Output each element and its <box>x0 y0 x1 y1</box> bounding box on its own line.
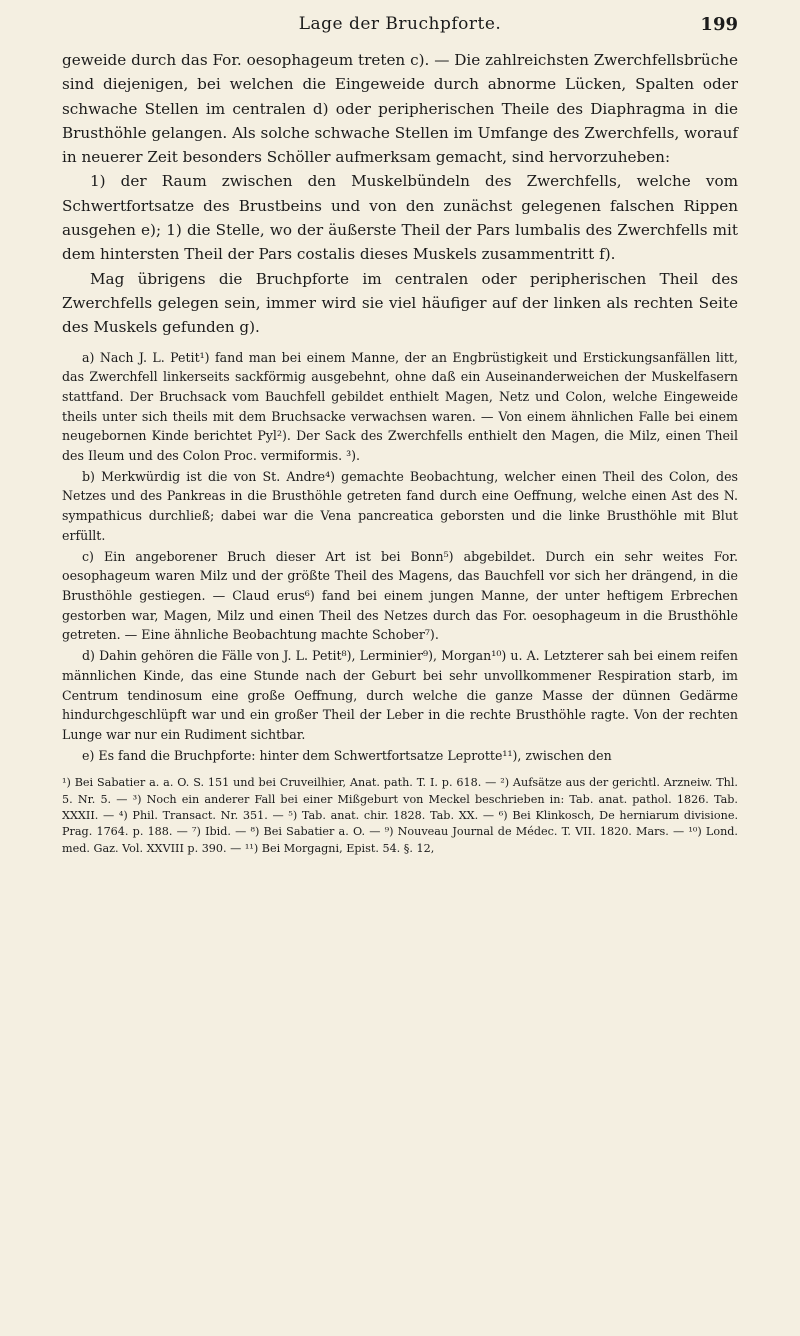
footnote-block: ¹) Bei Sabatier a. a. O. S. 151 und bei Cruveilhier, Anat. path. T. I. p. 618. — ²) Aufsätze aus der gerichtl. Arzneiw. Thl. 5. Nr. 5. — ³) Noch ein anderer Fall bei einer Mißgeburt von Meckel beschrieben in: Tab. anat. pathol. 1826. Tab. XXXII. — ⁴) Phil. Transact. Nr. 351. — ⁵) Tab. anat. chir. 1828. Tab. XX. — ⁶) Bei Klinkosch, De herniarum divisione. Prag. 1764. p. 188. — ⁷) Ibid. — ⁸) Bei Sabatier a. O. — ⁹) Nouveau Journal de Médec. T. VII. 1820. Mars. — ¹⁰) Lond. med. Gaz. Vol. XXVIII p. 390. — ¹¹) Bei Morgagni, Epist. 54. §. 12, <box>62 776 738 855</box>
case-notes <box>62 348 738 766</box>
main-text <box>62 48 738 340</box>
paragraph-conclusion: Mag übrigens die Bruchpforte im centralen oder peripherischen Theil des Zwerchfells gelegen sein, immer wird sie viel häufiger auf der linken als rechten Seite des Muskels gefunden g). <box>62 269 738 337</box>
page-header <box>62 14 738 40</box>
case-note-c: c) Ein angeborener Bruch dieser Art ist bei Bonn⁵) abgebildet. Durch ein sehr weites For. oesophageum waren Milz und der größte Theil des Magens, das Bauchfell vor sich her drängend, in die Brusthöhle gestiegen. — Claud erus⁶) fand bei einem jungen Manne, der unter heftigem Erbrechen gestorben war, Magen, Milz und einen Theil des Netzes durch das For. oesophageum in die Brusthöhle getreten. — Eine ähnliche Beobachtung machte Schober⁷). <box>62 548 738 643</box>
running-title: Lage der Bruchpforte. <box>298 14 502 34</box>
case-note-b: b) Merkwürdig ist die von St. Andre⁴) gemachte Beobachtung, welcher einen Theil des Colon, des Netzes und des Pankreas in die Brusthöhle getreten fand durch eine Oeffnung, welche einen Ast des N. sympathicus durchließ; dabei war die Vena pancreatica geborsten und die linke Brusthöhle mit Blut erfüllt. <box>62 468 738 543</box>
paragraph-list: 1) der Raum zwischen den Muskelbündeln des Zwerchfells, welche vom Schwertfortsatze des Brustbeins und von den zunächst gelegenen falschen Rippen ausgehen e); 1) die Stelle, wo der äußerste Theil der Pars lumbalis des Zwerchfells mit dem hintersten Theil der Pars costalis dieses Muskels zusammentritt f). <box>62 172 738 264</box>
page-number: 199 <box>700 14 738 35</box>
case-note-a: a) Nach J. L. Petit¹) fand man bei einem Manne, der an Engbrüstigkeit und Erstickungsanfällen litt, das Zwerchfell linkerseits sackförmig ausgebehnt, ohne daß ein Auseinanderweichen der Muskelfasern stattfand. Der Bruchsack vom Bauchfell gebildet enthielt Magen, Netz und Colon, welche Eingeweide theils unter sich theils mit dem Bruchsacke verwachsen waren. — Von einem ähnlichen Falle bei einem neugebornen Kinde berichtet Pyl²). Der Sack des Zwerchfells enthielt den Magen, die Milz, einen Theil des Ileum und des Colon Proc. vermiformis. ³). <box>62 349 738 464</box>
case-note-d: d) Dahin gehören die Fälle von J. L. Petit⁸), Lerminier⁹), Morgan¹⁰) u. A. Letzterer sah bei einem reifen männlichen Kinde, das eine Stunde nach der Geburt bei sehr unvollkommener Respiration starb, im Centrum tendinosum eine große Oeffnung, durch welche die ganze Masse der dünnen Gedärme hindurchgeschlüpft war und ein großer Theil der Leber in die rechte Brusthöhle ragte. Von der rechten Lunge war nur ein Rudiment sichtbar. <box>62 648 738 742</box>
case-note-e: e) Es fand die Bruchpforte: hinter dem Schwertfortsatze Leprotte¹¹), zwischen den <box>82 747 612 763</box>
paragraph-intro: geweide durch das For. oesophageum treten c). — Die zahlreichsten Zwerchfellsbrüche sind diejenigen, bei welchen die Eingeweide durch abnorme Lücken, Spalten oder schwache Stellen im centralen d) oder peripherischen Theile des Diaphragma in die Brusthöhle gelangen. Als solche schwache Stellen im Umfange des Zwerchfells, worauf in neuerer Zeit besonders Schöller aufmerksam gemacht, sind hervorzuheben: <box>62 51 738 167</box>
footnotes <box>62 775 738 856</box>
